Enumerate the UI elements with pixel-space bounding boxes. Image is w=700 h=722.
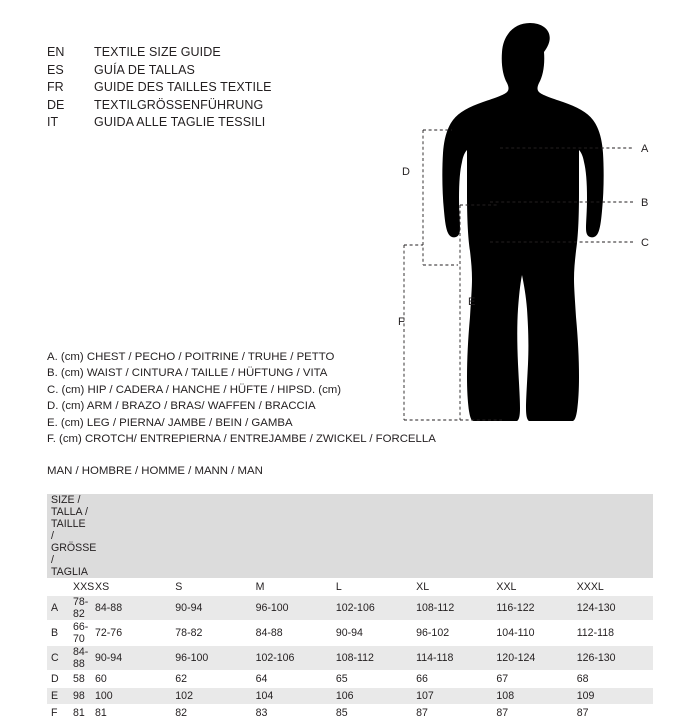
title-row-en: [47, 44, 272, 62]
legend-item-a: A. (cm) CHEST / PECHO / POITRINE / TRUHE / PETTO: [47, 351, 335, 363]
cell-b-xl: 96-102: [412, 621, 492, 646]
title-row-es: [47, 62, 272, 80]
title-text-fr: GUIDE DES TAILLES TEXTILE: [94, 80, 272, 95]
cell-e-l: 106: [332, 688, 412, 705]
title-row-it: [47, 114, 272, 132]
cell-d-s: 62: [171, 671, 251, 688]
column-header-xxl: XXL: [492, 579, 572, 596]
cell-e-xxl: 108: [492, 688, 572, 705]
marker-d: D: [402, 166, 410, 178]
cell-c-xs: 90-94: [91, 646, 171, 671]
table-row: [47, 646, 653, 671]
cell-a-xxs: 78-82: [69, 596, 91, 621]
cell-c-xxs: 84-88: [69, 646, 91, 671]
cell-f-xs: 81: [91, 705, 171, 722]
cell-b-l: 90-94: [332, 621, 412, 646]
row-label-d: D: [47, 671, 69, 688]
cell-f-xxl: 87: [492, 705, 572, 722]
cell-e-xl: 107: [412, 688, 492, 705]
cell-c-m: 102-106: [252, 646, 332, 671]
cell-c-xxxl: 126-130: [573, 646, 653, 671]
table-row: [47, 688, 653, 705]
marker-c: C: [641, 237, 649, 249]
cell-d-xl: 66: [412, 671, 492, 688]
column-header-xxxl: XXXL: [573, 579, 653, 596]
title-text-es: GUÍA DE TALLAS: [94, 62, 195, 77]
cell-d-xxxl: 68: [573, 671, 653, 688]
table-row: [47, 671, 653, 688]
cell-c-l: 108-112: [332, 646, 412, 671]
column-header-m: M: [252, 579, 332, 596]
legend-item-c: C. (cm) HIP / CADERA / HANCHE / HÜFTE / HIPSD. (cm): [47, 383, 342, 396]
cell-a-m: 96-100: [252, 596, 332, 621]
silhouette-shape: [442, 23, 603, 421]
row-label-b: B: [47, 621, 69, 646]
lang-code-de: DE: [47, 97, 65, 112]
cell-e-xxxl: 109: [573, 688, 653, 705]
cell-a-xxxl: 124-130: [573, 596, 653, 621]
cell-d-xxs: 58: [69, 671, 91, 688]
marker-a: A: [641, 143, 649, 155]
legend-item-e: E. (cm) LEG / PIERNA/ JAMBE / BEIN / GAMBA: [47, 416, 293, 429]
cell-d-xs: 60: [91, 671, 171, 688]
cell-e-s: 102: [171, 688, 251, 705]
table-row: [47, 596, 653, 621]
title-text-en: TEXTILE SIZE GUIDE: [94, 45, 221, 59]
legend-item-f: F. (cm) CROTCH/ ENTREPIERNA / ENTREJAMBE / ZWICKEL / FORCELLA: [47, 433, 436, 446]
column-header-s: S: [171, 579, 251, 596]
cell-f-l: 85: [332, 705, 412, 722]
table-row: [47, 621, 653, 646]
column-header-xl: XL: [412, 579, 492, 596]
cell-b-s: 78-82: [171, 621, 251, 646]
marker-f: F: [398, 316, 405, 328]
column-header-xs: XS: [91, 579, 171, 596]
cell-a-xxl: 116-122: [492, 596, 572, 621]
cell-b-xxl: 104-110: [492, 621, 572, 646]
title-text-de: TEXTILGRÖSSENFÜHRUNG: [94, 97, 264, 112]
marker-b: B: [641, 197, 649, 209]
table-header-label: SIZE / TALLA / TAILLE / GRÖSSE / TAGLIA: [47, 494, 91, 579]
table-columns-row: [47, 579, 653, 596]
row-label-a: A: [47, 596, 69, 621]
cell-a-s: 90-94: [171, 596, 251, 621]
table-row: [47, 705, 653, 722]
cell-d-m: 64: [252, 671, 332, 688]
legend-item-b: B. (cm) WAIST / CINTURA / TAILLE / HÜFTUNG / VITA: [47, 367, 328, 380]
cell-f-m: 83: [252, 705, 332, 722]
table-header-row: [47, 494, 653, 579]
marker-e: E: [468, 296, 476, 308]
cell-c-s: 96-100: [171, 646, 251, 671]
cell-c-xl: 114-118: [412, 646, 492, 671]
cell-d-l: 65: [332, 671, 412, 688]
title-block: [47, 44, 272, 132]
legend-spacer: [47, 447, 436, 463]
cell-b-xs: 72-76: [91, 621, 171, 646]
cell-f-xl: 87: [412, 705, 492, 722]
cell-a-xs: 84-88: [91, 596, 171, 621]
cell-d-xxl: 67: [492, 671, 572, 688]
column-header-l: L: [332, 579, 412, 596]
cell-b-xxxl: 112-118: [573, 621, 653, 646]
cell-f-xxxl: 87: [573, 705, 653, 722]
row-label-f: F: [47, 705, 69, 722]
cell-f-xxs: 81: [69, 705, 91, 722]
size-table: [47, 494, 653, 722]
cell-a-l: 102-106: [332, 596, 412, 621]
row-label-e: E: [47, 688, 69, 705]
lang-code-it: IT: [47, 115, 59, 130]
column-header-xxs: XXS: [69, 579, 91, 596]
lang-code-fr: FR: [47, 80, 64, 95]
measurement-legend: [47, 349, 436, 480]
cell-b-m: 84-88: [252, 621, 332, 646]
lang-code-en: EN: [47, 45, 65, 59]
title-row-de: [47, 97, 272, 115]
title-row-fr: [47, 79, 272, 97]
cell-a-xl: 108-112: [412, 596, 492, 621]
row-label-c: C: [47, 646, 69, 671]
cell-e-m: 104: [252, 688, 332, 705]
cell-e-xxs: 98: [69, 688, 91, 705]
title-text-it: GUIDA ALLE TAGLIE TESSILI: [94, 115, 266, 130]
cell-f-s: 82: [171, 705, 251, 722]
cell-c-xxl: 120-124: [492, 646, 572, 671]
legend-item-d: D. (cm) ARM / BRAZO / BRAS/ WAFFEN / BRACCIA: [47, 400, 316, 413]
cell-b-xxs: 66-70: [69, 621, 91, 646]
male-silhouette-figure: [380, 20, 680, 480]
gender-label: MAN / HOMBRE / HOMME / MANN / MAN: [47, 465, 263, 478]
cell-e-xs: 100: [91, 688, 171, 705]
lang-code-es: ES: [47, 62, 64, 77]
